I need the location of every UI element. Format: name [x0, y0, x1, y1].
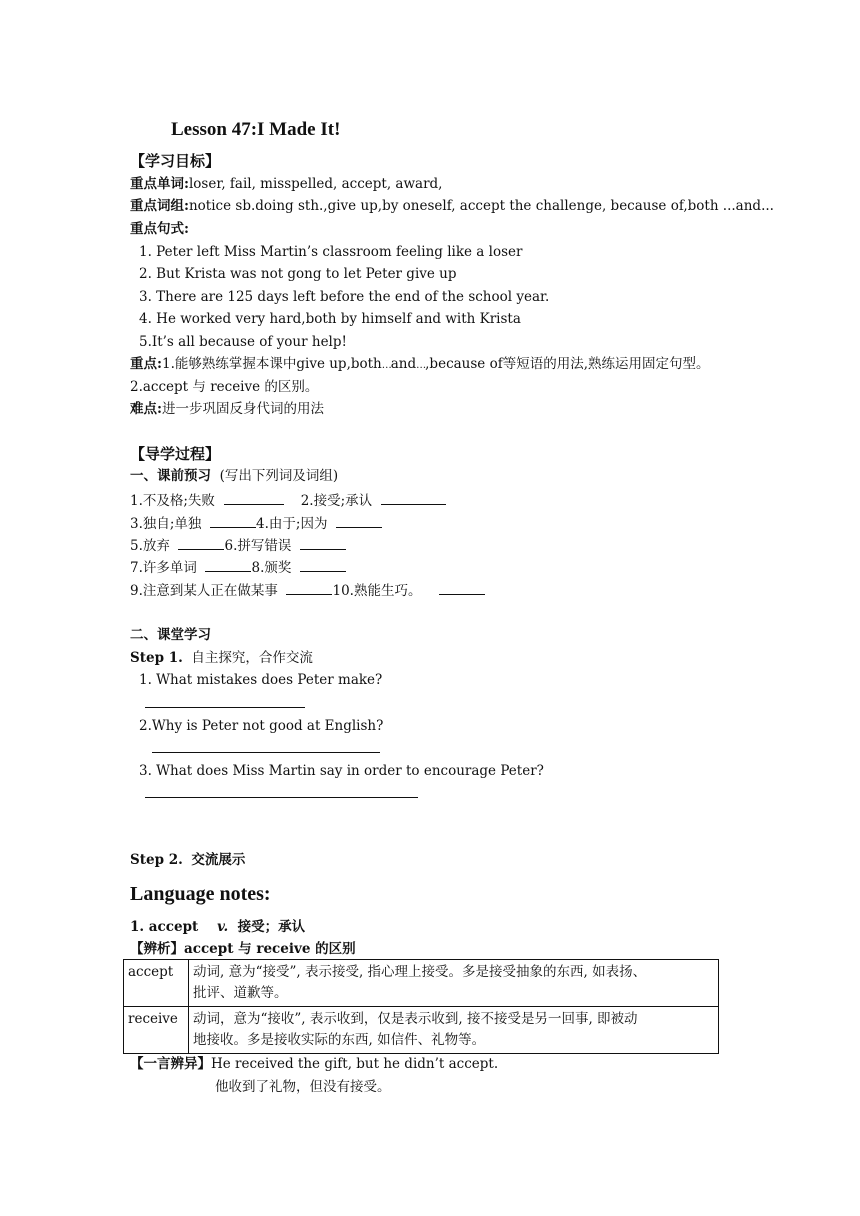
answer-blank[interactable] [224, 491, 284, 505]
step2-text: 交流展示 [191, 852, 246, 868]
compare-heading: 【辨析】accept 与 receive 的区别 [130, 941, 356, 957]
class-study-title: 二、课堂学习 [130, 627, 211, 643]
answer-blank[interactable] [178, 536, 224, 550]
table-cell-word: receive [124, 1007, 189, 1054]
explanation-line: 批评、道歉等。 [193, 985, 288, 1001]
table-cell-explanation [189, 960, 719, 1007]
sentence-2: 2. But Krista was not gong to let Peter give up [139, 266, 457, 282]
table-cell-explanation [189, 1007, 719, 1054]
key-phrases-label: 重点词组: [130, 198, 189, 214]
answer-blank[interactable] [210, 514, 256, 528]
explanation-line: 动词, 意为“接受”, 表示接受, 指心理上接受。多是接受抽象的东西, 如表扬、 [193, 964, 647, 980]
preview-row-2 [130, 514, 382, 533]
answer-blank[interactable] [300, 558, 346, 572]
step1-label: Step 1. [130, 650, 183, 666]
step1-line [130, 650, 313, 667]
key-points-label: 重点: [130, 356, 162, 372]
compare-table [123, 959, 719, 1054]
lesson-title: Lesson 47:I Made It! [171, 119, 341, 140]
preview-item-8: 8.颁奖 [251, 560, 292, 576]
answer-blank[interactable] [300, 536, 346, 550]
answer-blank[interactable] [286, 581, 332, 595]
sentence-1: 1. Peter left Miss Martin’s classroom feeling like a loser [139, 244, 523, 260]
process-heading: 【导学过程】 [130, 445, 221, 463]
ellipsis-mark: … [416, 360, 426, 371]
difficult-points-line [130, 401, 324, 418]
key-points-line [130, 356, 710, 374]
preview-item-3: 3.独自;单独 [130, 516, 202, 532]
answer-line[interactable] [152, 752, 380, 753]
preview-item-4: 4.由于;因为 [256, 516, 328, 532]
key-points-line-2: 2.accept 与 receive 的区别。 [130, 379, 319, 395]
preview-item-5: 5.放弃 [130, 538, 170, 554]
key-sentences-label: 重点句式: [130, 221, 189, 237]
table-cell-word: accept [124, 960, 189, 1007]
key-phrases-line [130, 198, 774, 215]
note-meaning: 接受；承认 [237, 919, 306, 935]
preview-row-5 [130, 581, 485, 600]
example-label: 【一言辨异】 [130, 1056, 211, 1072]
preview-item-6: 6.拼写错误 [224, 538, 292, 554]
key-points-text-a: 1.能够熟练掌握本课中give up,both [161, 356, 382, 372]
answer-line[interactable] [145, 707, 305, 708]
step2-label: Step 2. [130, 852, 183, 868]
answer-blank[interactable] [205, 558, 251, 572]
preview-item-9: 9.注意到某人正在做某事 [130, 583, 278, 599]
preview-title-line [130, 468, 338, 485]
objectives-heading: 【学习目标】 [130, 152, 221, 170]
preview-item-1: 1.不及格;失败 [130, 493, 215, 509]
table-row [124, 960, 719, 1007]
question-1: 1. What mistakes does Peter make? [139, 672, 383, 688]
explanation-line: 地接收。多是接收实际的东西, 如信件、礼物等。 [193, 1032, 486, 1048]
ellipsis-mark: … [381, 360, 391, 371]
key-vocab-line [130, 176, 442, 193]
question-2: 2.Why is Peter not good at English? [139, 718, 384, 734]
explanation-line: 动词，意为“接收”, 表示收到，仅是表示收到, 接不接受是另一回事, 即被动 [193, 1011, 638, 1027]
preview-item-7: 7.许多单词 [130, 560, 197, 576]
example-english: He received the gift, but he didn’t accept. [211, 1056, 499, 1072]
sentence-5: 5.It’s all because of your help! [139, 334, 347, 350]
language-notes-heading: Language notes: [130, 883, 271, 905]
table-row [124, 1007, 719, 1054]
difficult-text: 进一步巩固反身代词的用法 [161, 401, 324, 417]
example-chinese: 他收到了礼物，但没有接受。 [215, 1079, 391, 1095]
note-word: 1. accept [130, 919, 199, 935]
preview-item-10: 10.熟能生巧。 [332, 583, 422, 599]
preview-row-1 [130, 491, 446, 510]
sentence-4: 4. He worked very hard,both by himself and with Krista [139, 311, 521, 327]
step1-text: 自主探究，合作交流 [191, 650, 313, 666]
preview-row-4 [130, 558, 346, 577]
example-line [130, 1056, 498, 1073]
answer-blank[interactable] [381, 491, 446, 505]
key-points-text-c: ,because of等短语的用法,熟练运用固定句型。 [425, 356, 710, 372]
answer-line[interactable] [145, 797, 418, 798]
note-item-1 [130, 919, 305, 936]
sentence-3: 3. There are 125 days left before the end of the school year. [139, 289, 550, 305]
key-points-text-b: and [390, 356, 417, 372]
key-phrases-text: notice sb.doing sth.,give up,by oneself, accept the challenge, because of,both ...and... [188, 198, 774, 214]
answer-blank[interactable] [336, 514, 382, 528]
preview-note: (写出下列词及词组) [219, 468, 339, 484]
step2-line [130, 852, 245, 869]
preview-row-3 [130, 536, 346, 555]
note-pos: v. [217, 919, 229, 935]
difficult-label: 难点: [130, 401, 162, 417]
answer-blank[interactable] [439, 581, 485, 595]
key-vocab-label: 重点单词: [130, 176, 189, 192]
preview-title: 一、课前预习 [130, 468, 211, 484]
key-vocab-text: loser, fail, misspelled, accept, award, [188, 176, 443, 192]
question-3: 3. What does Miss Martin say in order to encourage Peter? [139, 763, 544, 779]
preview-item-2: 2.接受;承认 [300, 493, 373, 509]
